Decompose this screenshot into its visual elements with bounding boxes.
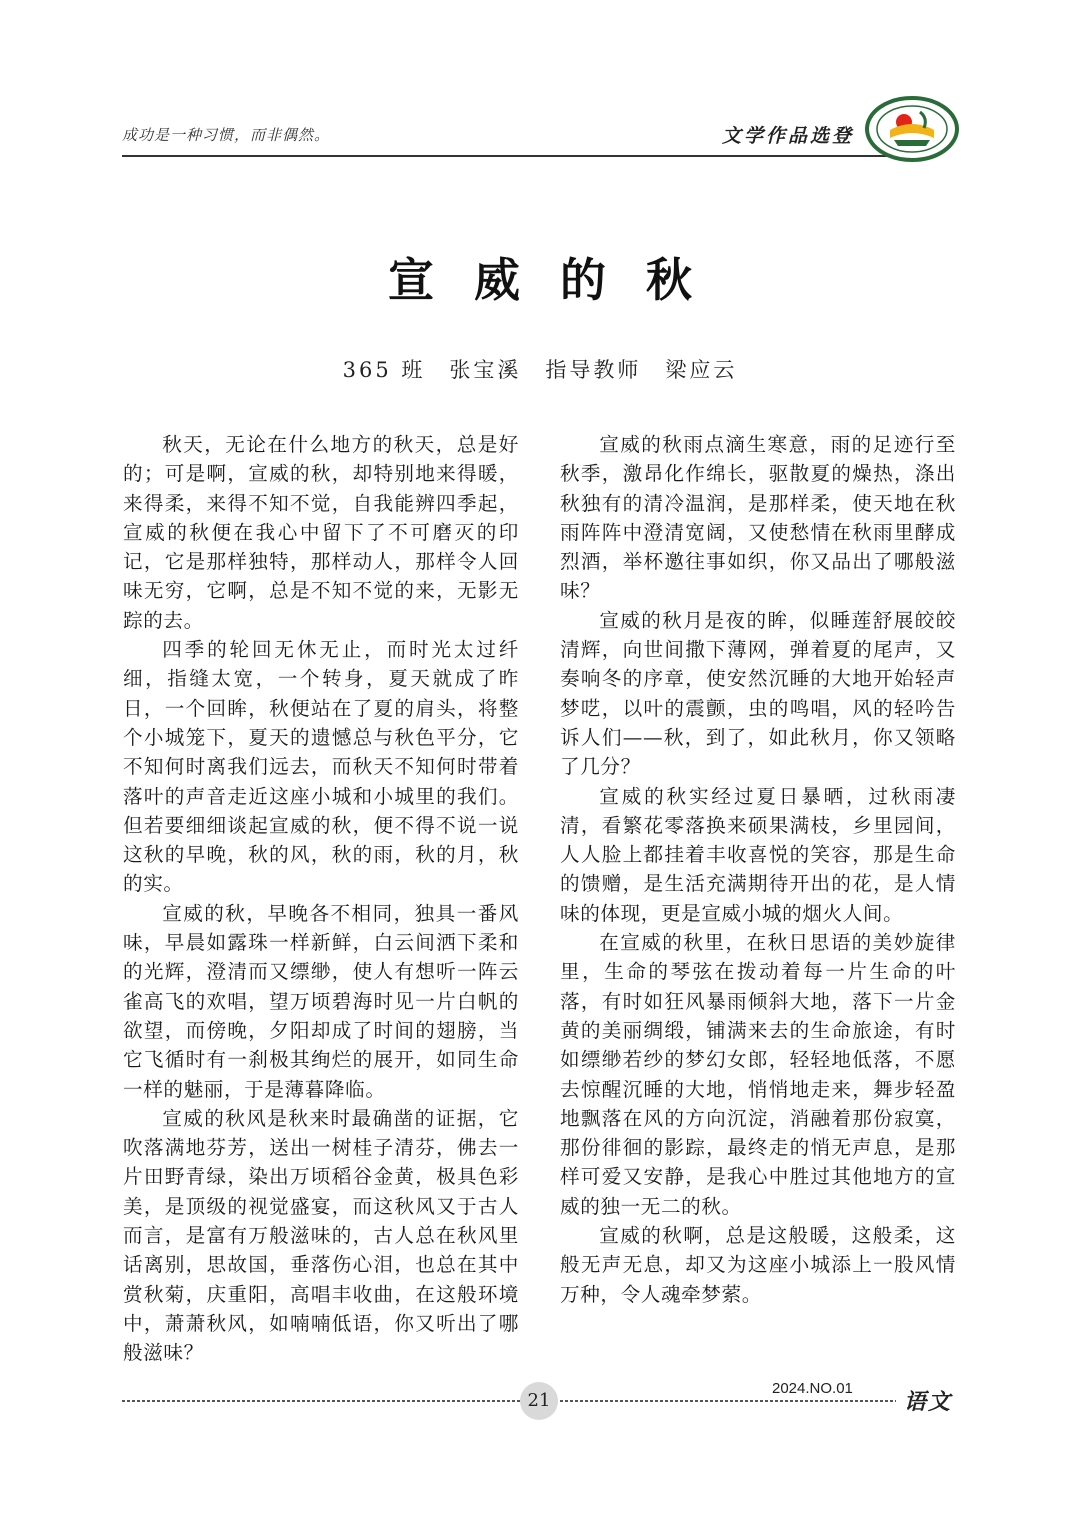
paragraph: 在宣威的秋里，在秋日思语的美妙旋律里，生命的琴弦在拨动着每一片生命的叶落，有时如狂风暴雨倾斜大地，落下一片金黄的美丽绸缎，铺满来去的生命旅途，有时如缥缈若纱的梦幻女郎，轻轻地低落，不愿去惊醒沉睡的大地，悄悄地走来，舞步轻盈地飘落在风的方向沉淀，消融着那份寂寞，那份徘徊的影踪，最终走的悄无声息，是那样可爱又安静，是我心中胜过其他地方的宣威的独一无二的秋。 xyxy=(560,931,956,1218)
byline xyxy=(0,354,1080,384)
paragraph: 秋天，无论在什么地方的秋天，总是好的；可是啊，宣威的秋，却特别地来得暖，来得柔，来得不知不觉，自我能辨四季起，宣威的秋便在我心中留下了不可磨灭的印记，它是那样独特，那样动人，那样令人回味无穷，它啊，总是不知不觉的来，无影无踪的去。 xyxy=(123,433,519,632)
magazine-name: 语文 xyxy=(904,1389,953,1415)
article-column-left xyxy=(123,430,519,1368)
header-section-title: 文学作品选登 xyxy=(722,125,855,147)
issue-number: 2024.NO.01 xyxy=(772,1380,853,1397)
paragraph: 四季的轮回无休无止，而时光太过纤细，指缝太宽，一个转身，夏天就成了昨日，一个回眸，秋便站在了夏的肩头，将整个小城笼下，夏天的遗憾总与秋色平分，它不知何时离我们远去，而秋天不知何时带着落叶的声音走近这座小城和小城里的我们。但若要细细谈起宣威的秋，便不得不说一说这秋的早晚，秋的风，秋的雨，秋的月，秋的实。 xyxy=(123,638,519,896)
byline-class: 365 班 xyxy=(342,358,426,382)
paragraph: 宣威的秋实经过夏日暴晒，过秋雨凄清，看繁花零落换来硕果满枝，乡里园间，人人脸上都挂着丰收喜悦的笑容，那是生命的馈赠，是生活充满期待开出的花，是人情味的体现，更是宣威小城的烟火人间。 xyxy=(560,784,956,925)
paragraph: 宣威的秋啊，总是这般暖，这般柔，这般无声无息，却又为这座小城添上一股风情万种，令人魂牵梦萦。 xyxy=(560,1224,956,1306)
paragraph: 宣威的秋，早晚各不相同，独具一番风味，早晨如露珠一样新鲜，白云间洒下柔和的光辉，澄清而又缥缈，使人有想听一阵云雀高飞的欢唱，望万顷碧海时见一片白帆的欲望，而傍晚，夕阳却成了时间的翅膀，当它飞循时有一刹极其绚烂的展开，如同生命一样的魅丽，于是薄暮降临。 xyxy=(123,901,519,1101)
school-emblem-icon xyxy=(864,96,960,162)
article-column-right xyxy=(560,430,956,1309)
article-title: 宣威的秋 xyxy=(388,253,732,307)
footer-rule-left xyxy=(122,1400,522,1402)
byline-author: 张宝溪 xyxy=(449,358,522,382)
page-number: 21 xyxy=(520,1382,558,1420)
byline-advisor: 梁应云 xyxy=(665,358,738,382)
byline-advisor-label: 指导教师 xyxy=(545,358,642,382)
footer-rule-right xyxy=(560,1400,896,1402)
paragraph: 宣威的秋雨点滴生寒意，雨的足迹行至秋季，激昂化作绵长，驱散夏的燥热，涤出秋独有的清冷温润，是那样柔，使天地在秋雨阵阵中澄清宽阔，又使愁情在秋雨里酵成烈酒，举杯邀往事如织，你又品出了哪般滋味？ xyxy=(560,433,956,603)
header-rule xyxy=(122,155,888,157)
paragraph: 宣威的秋风是秋来时最确凿的证据，它吹落满地芬芳，送出一树桂子清芬，佛去一片田野青绿，染出万顷稻谷金黄，极具色彩美，是顶级的视觉盛宴，而这秋风又于古人而言，是富有万般滋味的，古人总在秋风里话离别，思故国，垂落伤心泪，也总在其中赏秋菊，庆重阳，高唱丰收曲，在这般环境中，萧萧秋风，如喃喃低语，你又听出了哪般滋味？ xyxy=(123,1106,519,1365)
header-motto: 成功是一种习惯，而非偶然。 xyxy=(122,126,331,144)
paragraph: 宣威的秋月是夜的眸，似睡莲舒展皎皎清辉，向世间撒下薄网，弹着夏的尾声，又奏响冬的序章，使安然沉睡的大地开始轻声梦呓，以叶的震颤，虫的鸣唱，风的轻吟告诉人们——秋，到了，如此秋月，你又领略了几分？ xyxy=(560,608,956,779)
